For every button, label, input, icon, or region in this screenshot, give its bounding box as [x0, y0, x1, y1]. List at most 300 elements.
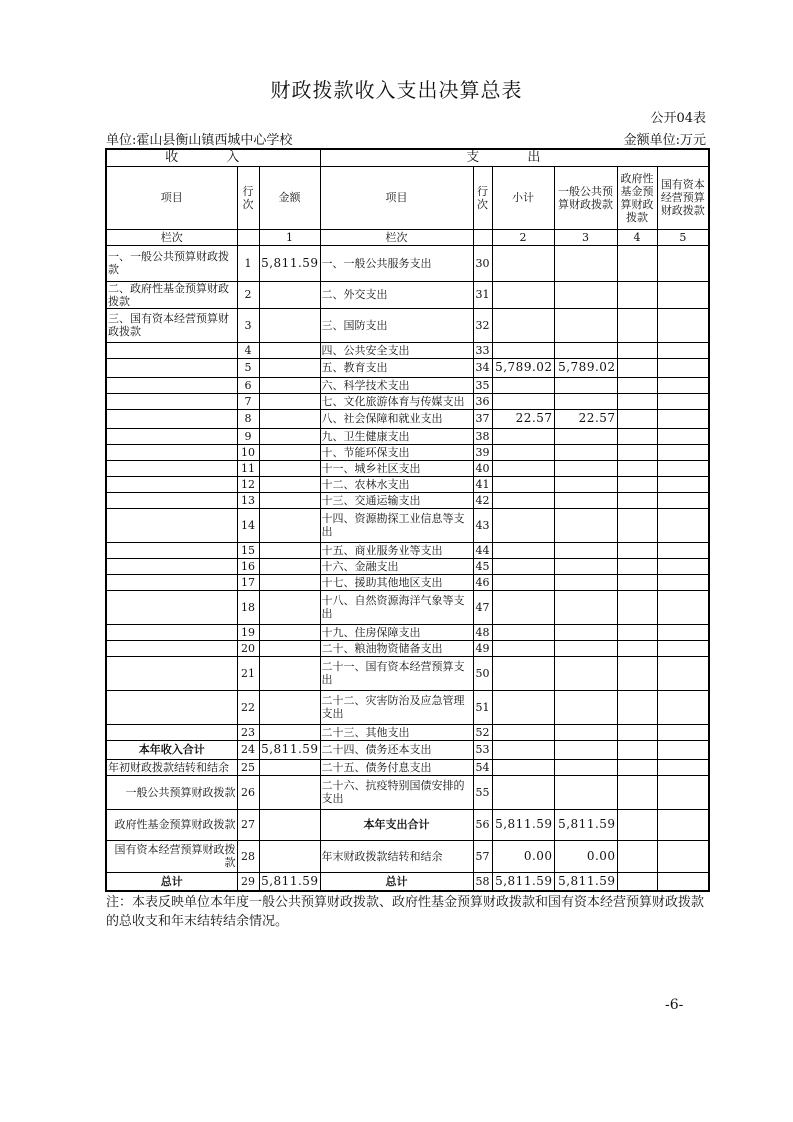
income-item: 国有资本经营预算财政拨款 [106, 840, 237, 872]
income-amount [259, 342, 320, 358]
expense-state-capital [657, 809, 709, 840]
income-row-no: 26 [237, 775, 259, 809]
income-amount [259, 809, 320, 840]
income-row-no: 8 [237, 409, 259, 428]
income-row-no: 18 [237, 590, 259, 624]
income-row-no: 9 [237, 428, 259, 444]
expense-gov-fund [617, 574, 657, 590]
income-amount [259, 444, 320, 460]
expense-general-budget [554, 245, 617, 281]
expense-state-capital [657, 460, 709, 476]
income-amount [259, 590, 320, 624]
income-item [106, 508, 237, 542]
expense-row-no: 58 [473, 872, 492, 891]
expense-item: 八、社会保障和就业支出 [320, 409, 473, 428]
expense-gov-fund [617, 590, 657, 624]
expense-subtotal: 0.00 [492, 840, 554, 872]
expense-subtotal [492, 775, 554, 809]
income-item: 年初财政拨款结转和结余 [106, 759, 237, 775]
expense-item: 二十二、灾害防治及应急管理支出 [320, 690, 473, 724]
expense-item: 十一、城乡社区支出 [320, 460, 473, 476]
income-amount [259, 476, 320, 492]
expense-subtotal [492, 281, 554, 308]
table-row [106, 872, 709, 891]
header-gov-fund: 政府性基金预算财政拨款 [617, 166, 657, 229]
expense-row-no: 39 [473, 444, 492, 460]
expense-gov-fund [617, 460, 657, 476]
income-amount [259, 574, 320, 590]
expense-general-budget [554, 775, 617, 809]
expense-row-no: 56 [473, 809, 492, 840]
income-amount [259, 281, 320, 308]
income-item [106, 393, 237, 409]
expense-subtotal [492, 393, 554, 409]
expense-subtotal [492, 460, 554, 476]
income-amount [259, 460, 320, 476]
expense-row-no: 30 [473, 245, 492, 281]
expense-subtotal [492, 428, 554, 444]
header-state-capital: 国有资本经营预算财政拨款 [657, 166, 709, 229]
table-row [106, 428, 709, 444]
expense-item: 九、卫生健康支出 [320, 428, 473, 444]
expense-subtotal [492, 624, 554, 640]
expense-item: 本年支出合计 [320, 809, 473, 840]
expense-gov-fund [617, 809, 657, 840]
income-amount: 5,811.59 [259, 245, 320, 281]
expense-general-budget [554, 558, 617, 574]
expense-general-budget [554, 393, 617, 409]
table-row [106, 342, 709, 358]
income-row-no: 4 [237, 342, 259, 358]
table-row [106, 640, 709, 656]
expense-row-no: 51 [473, 690, 492, 724]
income-row-no: 29 [237, 872, 259, 891]
income-row-no: 14 [237, 508, 259, 542]
expense-row-no: 38 [473, 428, 492, 444]
col-label-3: 3 [554, 229, 617, 245]
income-amount [259, 640, 320, 656]
income-row-no: 23 [237, 724, 259, 740]
expense-subtotal [492, 377, 554, 393]
expense-item: 十九、住房保障支出 [320, 624, 473, 640]
income-item: 三、国有资本经营预算财政拨款 [106, 308, 237, 342]
expense-item: 十二、农林水支出 [320, 476, 473, 492]
income-item [106, 558, 237, 574]
table-row [106, 775, 709, 809]
income-amount [259, 508, 320, 542]
table-row [106, 508, 709, 542]
expense-gov-fund [617, 872, 657, 891]
expense-state-capital [657, 409, 709, 428]
header-item: 项目 [106, 166, 237, 229]
income-amount [259, 377, 320, 393]
expense-row-no: 45 [473, 558, 492, 574]
expense-general-budget [554, 342, 617, 358]
expense-state-capital [657, 245, 709, 281]
income-row-no: 19 [237, 624, 259, 640]
income-item [106, 476, 237, 492]
expense-state-capital [657, 377, 709, 393]
income-row-no: 20 [237, 640, 259, 656]
expense-general-budget [554, 740, 617, 759]
col-label-blank-expense [473, 229, 492, 245]
expense-gov-fund [617, 476, 657, 492]
income-row-no: 7 [237, 393, 259, 409]
expense-subtotal [492, 724, 554, 740]
expense-row-no: 40 [473, 460, 492, 476]
income-amount [259, 759, 320, 775]
income-amount [259, 775, 320, 809]
expense-gov-fund [617, 358, 657, 377]
col-label-lanci: 栏次 [106, 229, 237, 245]
col-label-blank [237, 229, 259, 245]
income-row-no: 11 [237, 460, 259, 476]
expense-item: 十四、资源勘探工业信息等支出 [320, 508, 473, 542]
expense-item: 二十一、国有资本经营预算支出 [320, 656, 473, 690]
income-row-no: 25 [237, 759, 259, 775]
expense-state-capital [657, 558, 709, 574]
expense-state-capital [657, 281, 709, 308]
income-item: 本年收入合计 [106, 740, 237, 759]
income-item [106, 640, 237, 656]
table-row [106, 740, 709, 759]
table-row [106, 393, 709, 409]
expense-subtotal [492, 508, 554, 542]
expense-gov-fund [617, 740, 657, 759]
expense-general-budget: 5,811.59 [554, 872, 617, 891]
income-item: 一、一般公共预算财政拨款 [106, 245, 237, 281]
income-item [106, 460, 237, 476]
income-row-no: 5 [237, 358, 259, 377]
header-item-expense: 项目 [320, 166, 473, 229]
expense-item: 十六、金融支出 [320, 558, 473, 574]
income-item [106, 542, 237, 558]
final-accounts-table [105, 148, 710, 892]
expense-row-no: 33 [473, 342, 492, 358]
expense-subtotal [492, 590, 554, 624]
expense-state-capital [657, 872, 709, 891]
expense-gov-fund [617, 377, 657, 393]
organization-unit: 单位:霍山县衡山镇西城中心学校 [106, 133, 293, 148]
table-row [106, 840, 709, 872]
expense-subtotal [492, 308, 554, 342]
col-label-1: 1 [259, 229, 320, 245]
expense-state-capital [657, 640, 709, 656]
expense-general-budget [554, 542, 617, 558]
income-item: 二、政府性基金预算财政拨款 [106, 281, 237, 308]
table-row [106, 690, 709, 724]
expense-subtotal: 5,789.02 [492, 358, 554, 377]
table-row [106, 460, 709, 476]
expense-gov-fund [617, 690, 657, 724]
income-row-no: 1 [237, 245, 259, 281]
expense-general-budget [554, 690, 617, 724]
table-note: 注：本表反映单位本年度一般公共预算财政拨款、政府性基金预算财政拨款和国有资本经营预算财政拨款的总收支和年末结转结余情况。 [106, 895, 705, 929]
expense-gov-fund [617, 775, 657, 809]
expense-subtotal [492, 444, 554, 460]
amount-unit: 金额单位:万元 [623, 133, 706, 148]
expense-item: 三、国防支出 [320, 308, 473, 342]
expense-row-no: 36 [473, 393, 492, 409]
expense-state-capital [657, 840, 709, 872]
expense-state-capital [657, 428, 709, 444]
header-general-budget: 一般公共预算财政拨款 [554, 166, 617, 229]
expense-general-budget [554, 624, 617, 640]
expense-gov-fund [617, 724, 657, 740]
expense-general-budget [554, 377, 617, 393]
income-row-no: 3 [237, 308, 259, 342]
income-amount [259, 840, 320, 872]
table-row [106, 656, 709, 690]
expense-state-capital [657, 740, 709, 759]
expense-general-budget [554, 508, 617, 542]
expense-subtotal [492, 640, 554, 656]
expense-gov-fund [617, 444, 657, 460]
expense-subtotal [492, 542, 554, 558]
table-row [106, 308, 709, 342]
expense-general-budget: 0.00 [554, 840, 617, 872]
income-item: 一般公共预算财政拨款 [106, 775, 237, 809]
expense-row-no: 42 [473, 492, 492, 508]
expense-state-capital [657, 690, 709, 724]
expense-gov-fund [617, 759, 657, 775]
table-row [106, 409, 709, 428]
expense-row-no: 50 [473, 656, 492, 690]
expense-item: 一、一般公共服务支出 [320, 245, 473, 281]
expense-row-no: 41 [473, 476, 492, 492]
table-row [106, 358, 709, 377]
expense-item: 二十六、抗疫特别国债安排的支出 [320, 775, 473, 809]
expense-item: 十三、交通运输支出 [320, 492, 473, 508]
expense-row-no: 34 [473, 358, 492, 377]
expense-gov-fund [617, 281, 657, 308]
income-amount [259, 393, 320, 409]
expense-general-budget [554, 281, 617, 308]
income-amount: 5,811.59 [259, 740, 320, 759]
expense-gov-fund [617, 245, 657, 281]
expense-row-no: 54 [473, 759, 492, 775]
income-item [106, 590, 237, 624]
table-row [106, 377, 709, 393]
table-row [106, 444, 709, 460]
col-label-lanci-expense: 栏次 [320, 229, 473, 245]
column-header-row [106, 166, 709, 229]
income-amount [259, 428, 320, 444]
expense-gov-fund [617, 308, 657, 342]
expense-row-no: 32 [473, 308, 492, 342]
expense-state-capital [657, 476, 709, 492]
page-title: 财政拨款收入支出决算总表 [270, 78, 523, 102]
income-item [106, 428, 237, 444]
income-row-no: 21 [237, 656, 259, 690]
expense-state-capital [657, 492, 709, 508]
expense-state-capital [657, 444, 709, 460]
expense-item: 十八、自然资源海洋气象等支出 [320, 590, 473, 624]
expense-row-no: 44 [473, 542, 492, 558]
income-item [106, 342, 237, 358]
table-row [106, 590, 709, 624]
income-amount [259, 656, 320, 690]
expense-item: 六、科学技术支出 [320, 377, 473, 393]
expense-general-budget: 5,811.59 [554, 809, 617, 840]
expense-item: 十五、商业服务业等支出 [320, 542, 473, 558]
header-row-no: 行次 [237, 166, 259, 229]
income-amount [259, 308, 320, 342]
income-item [106, 377, 237, 393]
col-label-2: 2 [492, 229, 554, 245]
table-row [106, 809, 709, 840]
header-row-no-expense: 行次 [473, 166, 492, 229]
expense-subtotal [492, 574, 554, 590]
table-row [106, 245, 709, 281]
expense-item: 总计 [320, 872, 473, 891]
expense-general-budget [554, 656, 617, 690]
expense-item: 四、公共安全支出 [320, 342, 473, 358]
expense-item: 二十四、债务还本支出 [320, 740, 473, 759]
expense-row-no: 48 [473, 624, 492, 640]
expense-state-capital [657, 508, 709, 542]
expense-gov-fund [617, 542, 657, 558]
expense-item: 年末财政拨款结转和结余 [320, 840, 473, 872]
expense-row-no: 55 [473, 775, 492, 809]
expense-general-budget [554, 460, 617, 476]
expense-gov-fund [617, 624, 657, 640]
income-row-no: 22 [237, 690, 259, 724]
expense-gov-fund [617, 342, 657, 358]
table-row [106, 624, 709, 640]
income-row-no: 24 [237, 740, 259, 759]
expense-gov-fund [617, 492, 657, 508]
expense-row-no: 46 [473, 574, 492, 590]
income-amount [259, 558, 320, 574]
expense-general-budget [554, 308, 617, 342]
expense-general-budget: 5,789.02 [554, 358, 617, 377]
expense-general-budget [554, 724, 617, 740]
income-row-no: 17 [237, 574, 259, 590]
table-row [106, 542, 709, 558]
expense-row-no: 31 [473, 281, 492, 308]
income-row-no: 28 [237, 840, 259, 872]
income-item [106, 492, 237, 508]
table-row [106, 476, 709, 492]
expense-item: 二、外交支出 [320, 281, 473, 308]
expense-state-capital [657, 358, 709, 377]
expense-item: 十、节能环保支出 [320, 444, 473, 460]
expense-gov-fund [617, 640, 657, 656]
expense-state-capital [657, 759, 709, 775]
income-amount: 5,811.59 [259, 872, 320, 891]
expense-row-no: 57 [473, 840, 492, 872]
expense-state-capital [657, 342, 709, 358]
income-item [106, 656, 237, 690]
col-label-4: 4 [617, 229, 657, 245]
expense-general-budget [554, 574, 617, 590]
income-amount [259, 542, 320, 558]
expense-gov-fund [617, 428, 657, 444]
expense-section-header: 支 出 [320, 149, 709, 166]
expense-general-budget [554, 476, 617, 492]
expense-subtotal [492, 476, 554, 492]
income-row-no: 6 [237, 377, 259, 393]
income-item [106, 574, 237, 590]
expense-row-no: 37 [473, 409, 492, 428]
income-amount [259, 409, 320, 428]
expense-general-budget: 22.57 [554, 409, 617, 428]
expense-gov-fund [617, 656, 657, 690]
table-row [106, 558, 709, 574]
col-label-5: 5 [657, 229, 709, 245]
income-item: 总计 [106, 872, 237, 891]
header-subtotal: 小计 [492, 166, 554, 229]
expense-row-no: 52 [473, 724, 492, 740]
expense-general-budget [554, 444, 617, 460]
expense-general-budget [554, 590, 617, 624]
expense-general-budget [554, 492, 617, 508]
table-row [106, 724, 709, 740]
expense-subtotal [492, 690, 554, 724]
income-section-header: 收 入 [106, 149, 320, 166]
expense-gov-fund [617, 840, 657, 872]
column-number-row [106, 229, 709, 245]
table-row [106, 492, 709, 508]
expense-general-budget [554, 759, 617, 775]
income-row-no: 15 [237, 542, 259, 558]
expense-row-no: 43 [473, 508, 492, 542]
expense-row-no: 35 [473, 377, 492, 393]
section-header-row [106, 149, 709, 166]
expense-state-capital [657, 308, 709, 342]
income-item: 政府性基金预算财政拨款 [106, 809, 237, 840]
form-number: 公开04表 [650, 111, 706, 126]
page-number: -6- [665, 997, 684, 1013]
income-row-no: 16 [237, 558, 259, 574]
expense-state-capital [657, 656, 709, 690]
header-amount: 金额 [259, 166, 320, 229]
expense-item: 十七、援助其他地区支出 [320, 574, 473, 590]
income-item [106, 724, 237, 740]
expense-gov-fund [617, 558, 657, 574]
expense-general-budget [554, 428, 617, 444]
expense-gov-fund [617, 409, 657, 428]
income-amount [259, 492, 320, 508]
expense-state-capital [657, 393, 709, 409]
expense-item: 二十、粮油物资储备支出 [320, 640, 473, 656]
expense-subtotal: 22.57 [492, 409, 554, 428]
income-amount [259, 358, 320, 377]
expense-subtotal [492, 492, 554, 508]
income-item [106, 624, 237, 640]
expense-gov-fund [617, 508, 657, 542]
income-row-no: 10 [237, 444, 259, 460]
expense-state-capital [657, 775, 709, 809]
expense-subtotal [492, 759, 554, 775]
income-item [106, 690, 237, 724]
expense-state-capital [657, 590, 709, 624]
table-row [106, 574, 709, 590]
income-amount [259, 724, 320, 740]
income-row-no: 2 [237, 281, 259, 308]
income-amount [259, 690, 320, 724]
expense-state-capital [657, 724, 709, 740]
income-amount [259, 624, 320, 640]
expense-subtotal [492, 558, 554, 574]
expense-item: 二十三、其他支出 [320, 724, 473, 740]
expense-subtotal [492, 245, 554, 281]
expense-state-capital [657, 574, 709, 590]
expense-row-no: 49 [473, 640, 492, 656]
expense-subtotal [492, 342, 554, 358]
expense-subtotal [492, 740, 554, 759]
